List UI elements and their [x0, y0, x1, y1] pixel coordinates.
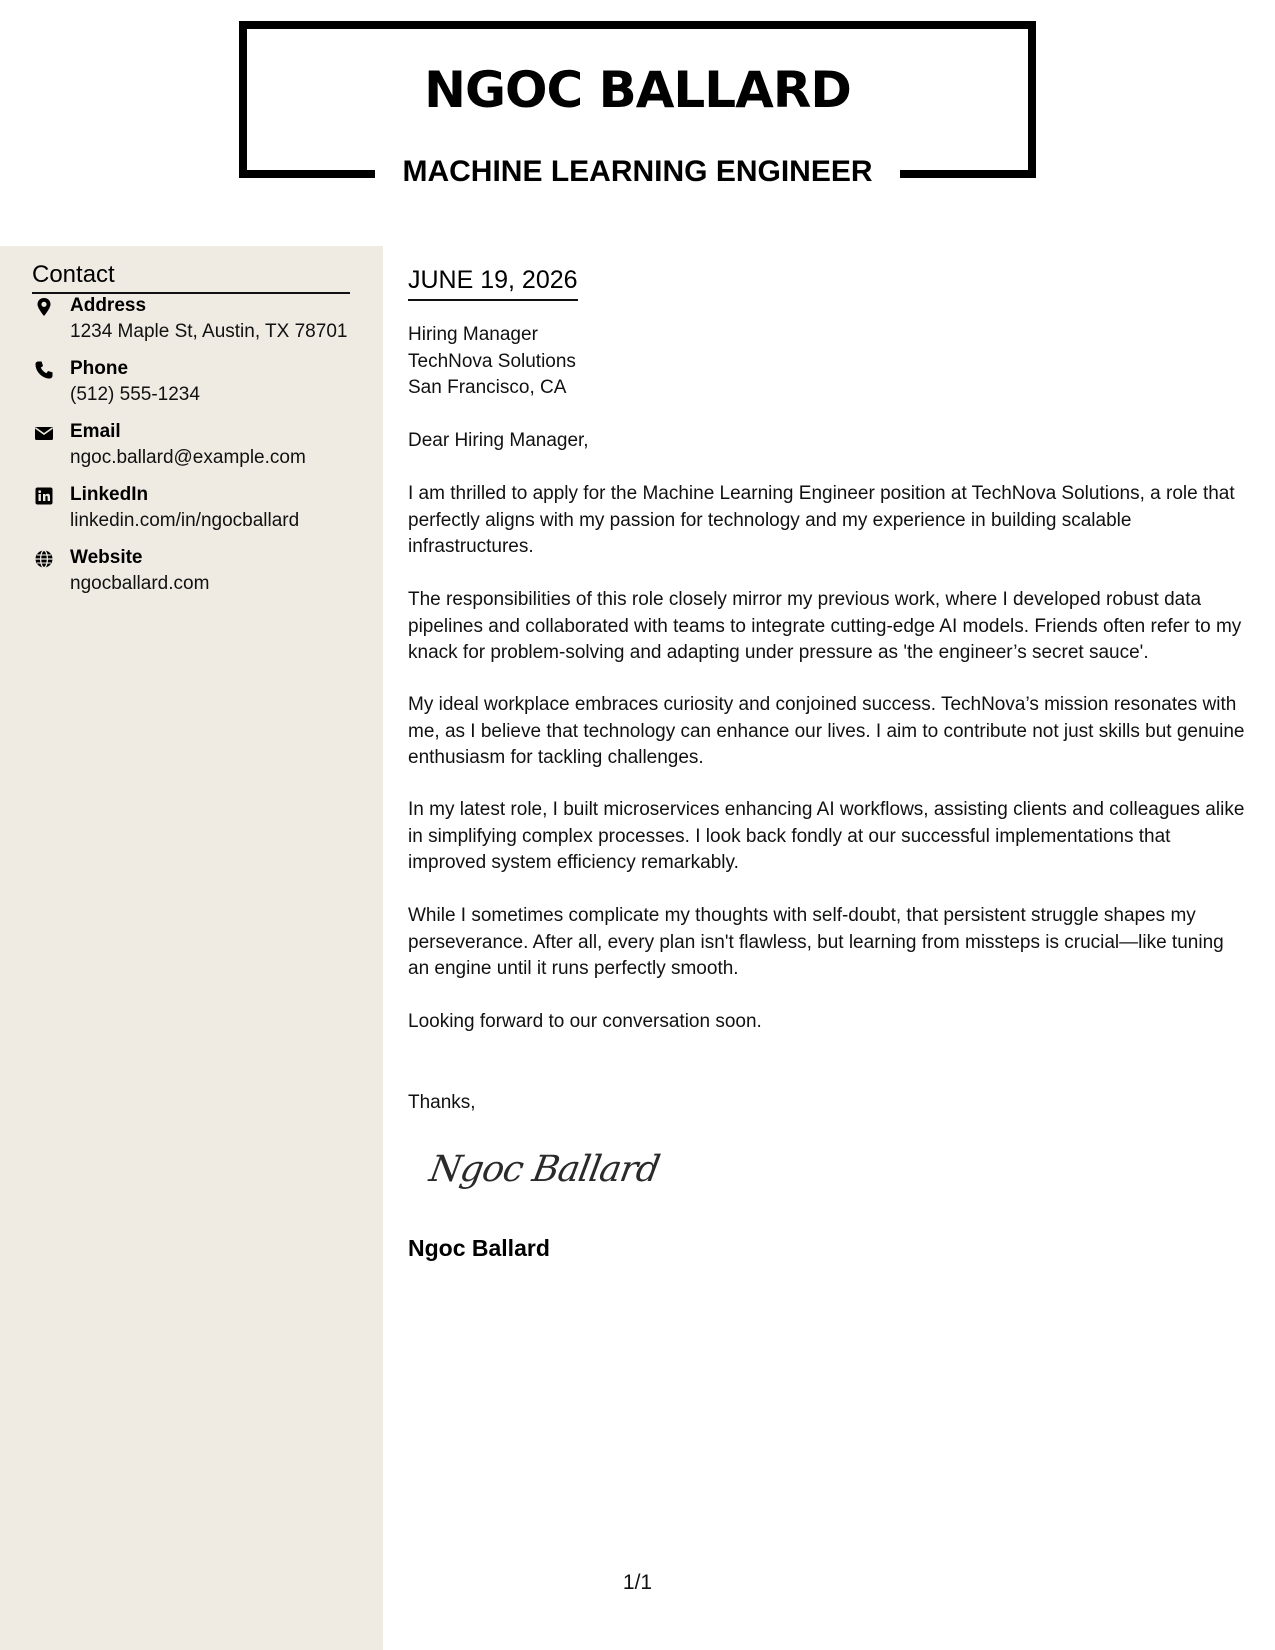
contact-label: Website — [70, 547, 143, 568]
globe-icon — [34, 549, 54, 569]
email-value: ngoc.ballard@example.com — [70, 447, 306, 468]
contact-label: Address — [70, 295, 147, 316]
signer-name: Ngoc Ballard — [408, 1235, 550, 1261]
phone-icon — [34, 360, 54, 380]
body-paragraph: My ideal workplace embraces curiosity and conjoined success. TechNova’s mission resonates with me, as I believe that technology can enhance our lives. I aim to contribute not just skills but genuine enthusiasm for tackling challenges. — [408, 694, 1245, 768]
letter-date: JUNE 19, 2026 — [408, 264, 578, 301]
recipient-title: Hiring Manager — [408, 324, 538, 345]
address-value: 1234 Maple St, Austin, TX 78701 — [70, 321, 348, 342]
recipient-location: San Francisco, CA — [408, 377, 567, 398]
contact-item-linkedin — [32, 483, 372, 539]
body-paragraph: The responsibilities of this role closely mirror my previous work, where I developed robust data pipelines and collaborated with teams to integrate cutting-edge AI models. Friends often refer to my knack for problem-solving and adapting under pressure as 'the engineer’s secret sauce'. — [408, 589, 1242, 663]
contact-label: Phone — [70, 358, 129, 379]
linkedin-icon — [34, 486, 54, 506]
contact-label: LinkedIn — [70, 484, 149, 505]
body-paragraph: Looking forward to our conversation soon. — [408, 1011, 762, 1032]
contact-item-address — [32, 294, 372, 350]
envelope-icon — [34, 423, 54, 443]
body-paragraph: I am thrilled to apply for the Machine Learning Engineer position at TechNova Solutions, a role that perfectly aligns with my passion for technology and my experience in building scalable infrastructures. — [408, 483, 1235, 557]
body-paragraph: While I sometimes complicate my thoughts with self-doubt, that persistent struggle shapes my perseverance. After all, every plan isn't flawless, but learning from missteps is crucial—like tuning an engine until it runs perfectly smooth. — [408, 905, 1224, 979]
map-pin-icon — [34, 297, 54, 317]
body-paragraph: In my latest role, I built microservices enhancing AI workflows, assisting clients and colleagues alike in simplifying complex processes. I look back fondly at our successful implementations that improved system efficiency remarkably. — [408, 799, 1245, 873]
website-value: ngocballard.com — [70, 573, 210, 594]
contact-heading: Contact — [32, 260, 350, 294]
contact-item-website — [32, 546, 372, 602]
recipient-company: TechNova Solutions — [408, 350, 576, 372]
handwritten-signature: Ngoc Ballard — [426, 1149, 663, 1190]
linkedin-value: linkedin.com/in/ngocballard — [70, 510, 300, 531]
salutation: Dear Hiring Manager, — [408, 430, 589, 451]
page-number: 1/1 — [622, 1571, 653, 1594]
closing: Thanks, — [408, 1092, 476, 1113]
contact-sidebar — [0, 246, 383, 1650]
job-title-heading: MACHINE LEARNING ENGINEER — [402, 155, 873, 188]
contact-label: Email — [70, 421, 121, 442]
applicant-name-heading: NGOC BALLARD — [424, 61, 851, 119]
recipient-block — [408, 322, 576, 402]
contact-item-phone — [32, 357, 372, 413]
contact-item-email — [32, 420, 372, 476]
phone-value: (512) 555-1234 — [70, 384, 200, 405]
